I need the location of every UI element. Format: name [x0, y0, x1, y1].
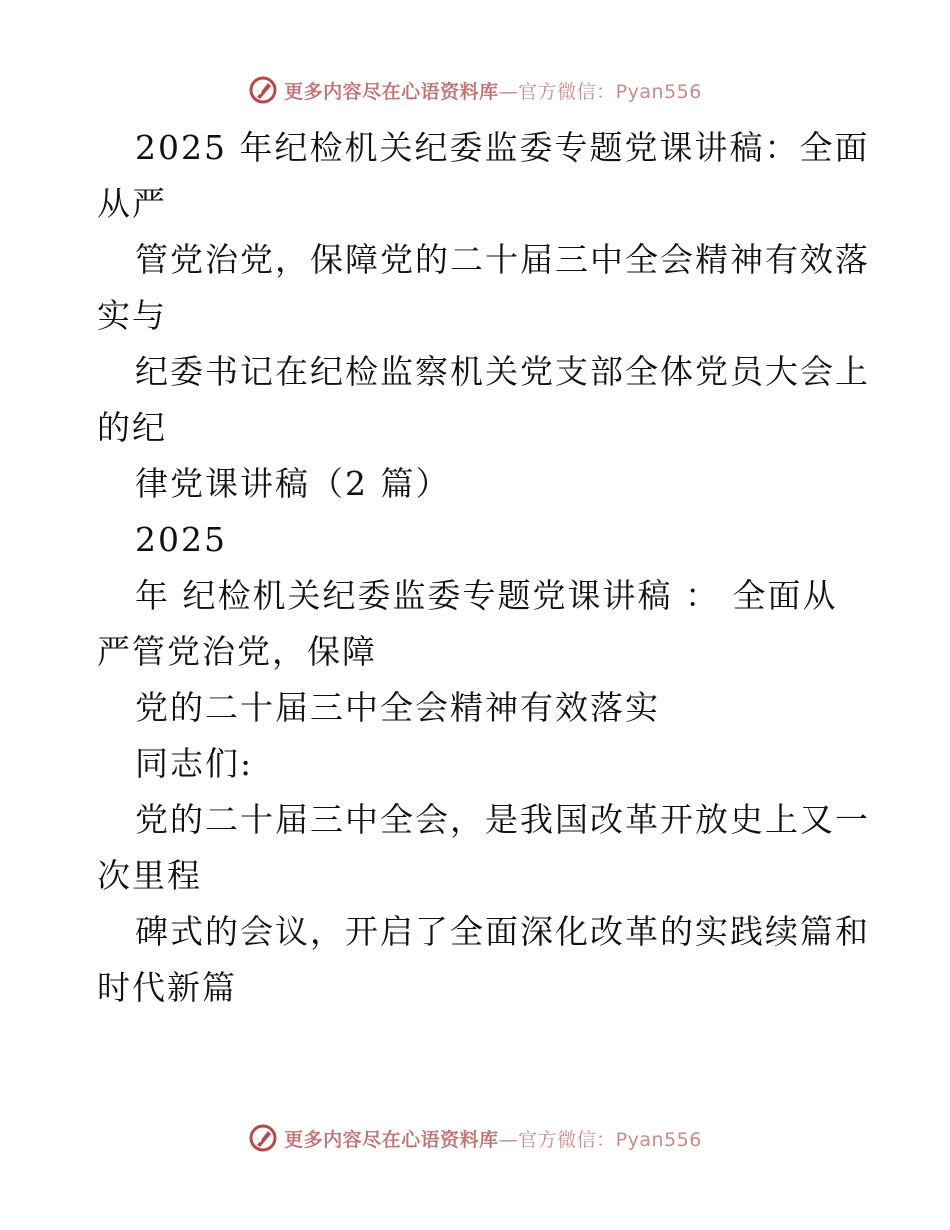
document-body [97, 120, 870, 1016]
text-line: 实与 [97, 296, 167, 335]
footer-banner-suffix: 官方微信：Pyan556 [518, 1128, 702, 1151]
footer-banner-main: 更多内容尽在心语资料库 [284, 1128, 499, 1151]
text-line: 严管党治党，保障 [97, 632, 377, 671]
pen-logo-icon [248, 75, 278, 105]
text-line: 律党课讲稿（2 篇） [135, 464, 451, 503]
text-line: 时代新篇 [97, 968, 237, 1007]
header-banner-text [284, 77, 702, 104]
text-line: 碑式的会议，开启了全面深化改革的实践续篇和 [135, 912, 870, 951]
header-banner-suffix: 官方微信：Pyan556 [518, 80, 702, 103]
text-line: 党的二十届三中全会，是我国改革开放史上又一 [135, 800, 870, 839]
text-line: 从严 [97, 184, 167, 223]
text-line: 党的二十届三中全会精神有效落实 [135, 688, 660, 727]
footer-banner-text [284, 1125, 702, 1152]
text-line: 管党治党，保障党的二十届三中全会精神有效落 [135, 240, 870, 279]
pen-logo-icon [248, 1123, 278, 1153]
text-line: 次里程 [97, 856, 202, 895]
text-line: 年 纪检机关纪委监委专题党课讲稿 ： 全面从 [135, 576, 838, 615]
text-line: 的纪 [97, 408, 167, 447]
footer-banner-dash: — [498, 1128, 519, 1151]
header-banner-main: 更多内容尽在心语资料库 [284, 80, 499, 103]
header-banner [0, 72, 950, 108]
text-line: 2025 [135, 520, 227, 559]
text-line: 2025 年纪检机关纪委监委专题党课讲稿：全面 [135, 128, 870, 167]
header-banner-dash: — [498, 80, 519, 103]
text-line: 同志们: [135, 744, 254, 783]
text-line: 纪委书记在纪检监察机关党支部全体党员大会上 [135, 352, 870, 391]
footer-banner [0, 1120, 950, 1156]
